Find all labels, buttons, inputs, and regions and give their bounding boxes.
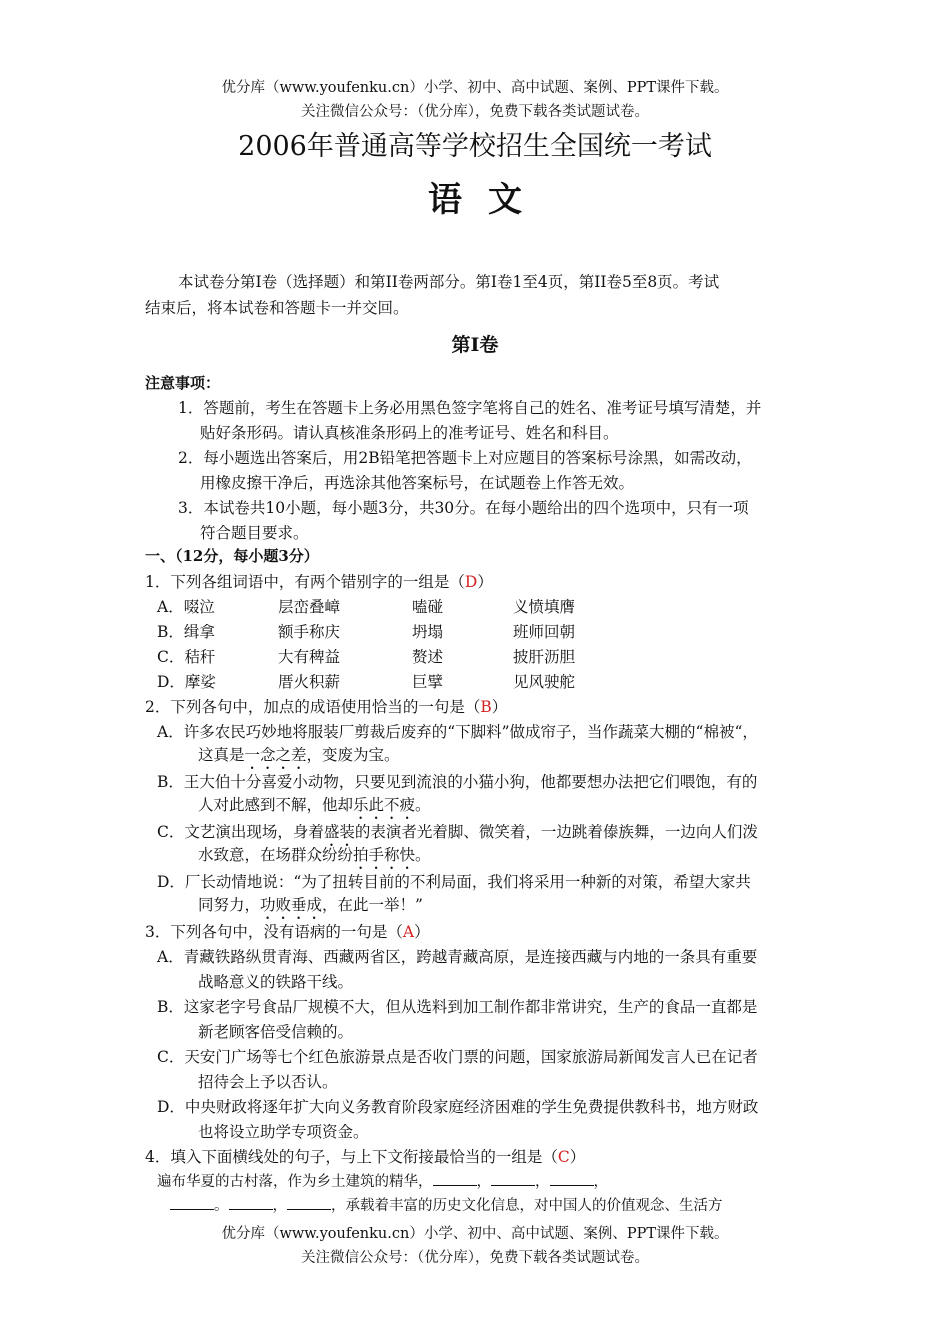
q4-passage-line-2 [170, 1194, 723, 1215]
q2-a-post: ，变废为宝。 [306, 746, 400, 764]
q2-d-idiom: 功败垂成 [260, 896, 323, 914]
q4-dot: 。 [214, 1198, 229, 1214]
exam-title: 2006年普通高等学校招生全国统一考试 [238, 131, 712, 162]
q4-sep-4: ， [272, 1198, 287, 1214]
q4-passage-line-1 [157, 1170, 608, 1191]
q1-row-c-c2: 大有稗益 [278, 648, 341, 666]
q2-b-idiom: 乐此不疲 [353, 796, 416, 814]
q4-stem [145, 1145, 585, 1167]
subject-title: 语文 [428, 180, 548, 220]
q1-row-c-c4: 披肝沥胆 [513, 648, 576, 666]
q3-stem-text: 3．下列各句中，没有语病的一句是（ [145, 923, 403, 941]
note-3-line-1: 3．本试卷共10小题，每小题3分，共30分。在每小题给出的四个选项中，只有一项 [178, 499, 749, 517]
q4-blank-6 [287, 1195, 331, 1210]
q1-row-a-c4: 义愤填膺 [513, 598, 576, 616]
q3-close: ） [414, 923, 430, 941]
header-line-2: 关注微信公众号：（优分库），免费下载各类试题试卷。 [301, 104, 649, 120]
q4-blank-1 [433, 1171, 477, 1186]
q4-passage-text-1: 遍布华夏的古村落，作为乡土建筑的精华， [157, 1174, 433, 1190]
q4-stem-text: 4．填入下面横线处的句子，与上下文衔接最恰当的一组是（ [145, 1148, 558, 1166]
q1-row-d-c1: D．摩娑 [157, 673, 216, 691]
q2-b-pre: 人对此感到不解，他却 [198, 796, 354, 814]
q2-option-c-line-2 [198, 843, 431, 873]
q2-option-b-line-2 [198, 793, 431, 823]
q1-stem-text: 1．下列各组词语中，有两个错别字的一组是（ [145, 573, 465, 591]
q1-row-d-c2: 厝火积薪 [278, 673, 341, 691]
q4-blank-4 [170, 1195, 214, 1210]
q1-row-b-c4: 班师回朝 [513, 623, 576, 641]
part-title: 第I卷 [451, 334, 499, 356]
intro-line-2: 结束后，将本试卷和答题卡一并交回。 [145, 299, 409, 317]
q2-a-idiom: 一念之差 [244, 746, 307, 764]
note-2-line-2: 用橡皮擦干净后，再选涂其他答案标号，在试题卷上作答无效。 [200, 474, 635, 492]
q2-c2-post: 。 [415, 846, 431, 864]
q3-stem [145, 920, 430, 942]
q2-option-b-line-1: B．王大伯十分喜爱小动物，只要见到流浪的小猫小狗，他都要想办法把它们喂饱，有的 [157, 773, 758, 791]
q1-row-b-c3: 坍塌 [412, 623, 444, 641]
q2-d-post: ，在此一举！” [322, 896, 423, 914]
q1-answer: D [464, 573, 478, 591]
q2-c-post: 的表演者光着脚、微笑着，一边跳着傣族舞，一边向人们泼 [354, 823, 758, 841]
q4-sep-2: ， [535, 1174, 550, 1190]
note-1-line-1: 1．答题前，考生在答题卡上务必用黑色签字笔将自己的姓名、准考证号填写清楚，并 [178, 399, 762, 417]
q1-row-a-c3: 嗑碰 [412, 598, 444, 616]
q2-stem [145, 695, 507, 717]
q3-option-b-line-1: B．这家老字号食品厂规模不大，但从选料到加工制作都非常讲究，生产的食品一直都是 [157, 998, 758, 1016]
q1-row-a-c1: A．啜泣 [157, 598, 215, 616]
footer-line-2: 关注微信公众号：（优分库），免费下载各类试题试卷。 [301, 1250, 649, 1266]
q3-option-a-line-2: 战略意义的铁路干线。 [198, 973, 354, 991]
q4-passage-text-2: ，承载着丰富的历史文化信息，对中国人的价值观念、生活方 [331, 1198, 723, 1214]
header-line-1: 优分库（www.youfenku.cn）小学、初中、高中试题、案例、PPT课件下载。 [221, 80, 729, 96]
q1-row-d-c3: 巨擘 [412, 673, 444, 691]
q3-option-b-line-2: 新老顾客倍受信赖的。 [198, 1023, 354, 1041]
q2-c-pre: C．文艺演出现场，身着 [157, 823, 324, 841]
q1-row-c-c1: C．秸秆 [157, 648, 216, 666]
q1-row-a-c2: 层峦叠嶂 [278, 598, 341, 616]
q2-d-pre: 同努力， [198, 896, 261, 914]
q3-option-a-line-1: A．青藏铁路纵贯青海、西藏两省区，跨越青藏高原，是连接西藏与内地的一条具有重要 [157, 948, 758, 966]
q2-option-d-line-2 [198, 893, 423, 923]
q4-blank-2 [491, 1171, 535, 1186]
q4-sep-1: ， [476, 1174, 491, 1190]
q2-option-a-line-2 [198, 743, 400, 773]
q3-option-d-line-1: D．中央财政将逐年扩大向义务教育阶段家庭经济困难的学生免费提供教科书，地方财政 [157, 1098, 759, 1116]
q1-row-b-c2: 额手称庆 [278, 623, 341, 641]
q1-row-b-c1: B．缉拿 [157, 623, 215, 641]
q2-b-post: 。 [415, 796, 431, 814]
q2-c2-pre: 水致意，在场群众纷纷 [198, 846, 354, 864]
q2-stem-text: 2．下列各句中，加点的成语使用恰当的一句是（ [145, 698, 481, 716]
intro-line-1: 本试卷分第I卷（选择题）和第II卷两部分。第I卷1至4页，第II卷5至8页。考试 [178, 273, 720, 291]
q4-close: ） [569, 1148, 586, 1166]
q3-option-d-line-2: 也将设立助学专项资金。 [198, 1123, 369, 1141]
note-3-line-2: 符合题目要求。 [200, 524, 309, 542]
note-1-line-2: 贴好条形码。请认真核准条形码上的准考证号、姓名和科目。 [200, 424, 619, 442]
q4-blank-3 [550, 1171, 594, 1186]
section-heading: 一、（12分，每小题3分） [145, 547, 319, 565]
q3-option-c-line-2: 招待会上予以否认。 [198, 1073, 338, 1091]
q3-option-c-line-1: C．天安门广场等七个红色旅游景点是否收门票的问题，国家旅游局新闻发言人已在记者 [157, 1048, 758, 1066]
q2-option-a-line-1: A．许多农民巧妙地将服装厂剪裁后废弃的“下脚料”做成帘子，当作蔬菜大棚的“棉被“， [157, 723, 758, 741]
q1-close: ） [477, 573, 493, 591]
footer-line-1: 优分库（www.youfenku.cn）小学、初中、高中试题、案例、PPT课件下载。 [221, 1226, 729, 1242]
q3-answer: A [402, 923, 415, 941]
q2-option-d-line-1: D．厂长动情地说：“为了扭转目前的不利局面，我们将采用一种新的对策，希望大家共 [157, 873, 751, 891]
note-2-line-1: 2．每小题选出答案后，用2B铅笔把答题卡上对应题目的答案标号涂黑，如需改动， [178, 449, 752, 467]
q2-a-pre: 这真是 [198, 746, 245, 764]
q2-c-word: 盛装 [323, 823, 355, 841]
q1-row-c-c3: 赘述 [412, 648, 444, 666]
q2-c-idiom: 拍手称快 [353, 846, 416, 864]
q1-row-d-c4: 见风驶舵 [513, 673, 576, 691]
q4-answer: C [557, 1148, 570, 1166]
q4-blank-5 [229, 1195, 273, 1210]
q2-close: ） [491, 698, 508, 716]
q4-sep-3: ， [593, 1174, 608, 1190]
q2-answer: B [480, 698, 492, 716]
notice-heading: 注意事项： [145, 374, 221, 392]
q1-stem [145, 570, 493, 592]
